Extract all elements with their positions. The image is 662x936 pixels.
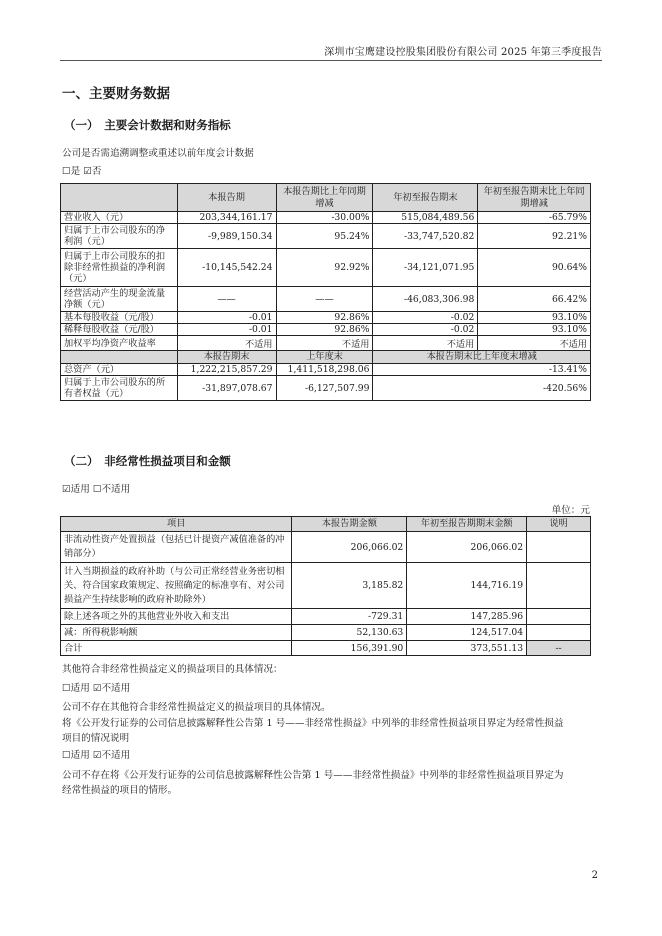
row-label: 稀释每股收益（元/股） [61,324,178,336]
table-row [61,563,591,609]
header-cell: 年初至报告期末 [373,184,478,212]
table-row [61,312,591,324]
table-row [61,212,591,224]
row-label: 非流动性资产处置损益（包括已计提资产减值准备的冲销部分） [61,532,292,563]
table-row [61,336,591,351]
table-row [61,287,591,312]
header-cell: 本报告期 [177,184,276,212]
cell-value: -0.02 [373,312,478,324]
other-items-options: ☐适用 ☑不适用 [62,683,131,694]
row-label: 计入当期损益的政府补助（与公司正常经营业务密切相关、符合国家政策规定、按照确定的标准享有、对公司损益产生持续影响的政府补助除外） [61,563,292,609]
cell-value: 373,551.13 [407,641,527,656]
page-header: 深圳市宝鹰建设控股集团股份有限公司 2025 年第三季度报告 [324,47,602,58]
header-cell: 项目 [61,517,292,532]
cell-value: 156,391.90 [292,641,407,656]
reclassification-statement-line2: 经常性损益的项目的情形。 [62,785,178,796]
table-row [61,532,591,563]
row-label: 除上述各项之外的其他营业外收入和支出 [61,609,292,625]
cell-value: 515,084,489.56 [373,212,478,224]
cell-value: -30.00% [276,212,373,224]
header-cell: 本报告期末比上年度末增减 [373,351,591,364]
cell-value: -- [527,641,591,656]
cell-value: 93.10% [478,312,591,324]
cell-value: —— [276,287,373,312]
reclassification-note-line1: 将《公开发行证券的公司信息披露解释性公告第 1 号——非经常性损益》中列举的非经常性损益项目界定为经常性损益 [62,718,564,729]
reclassification-statement-line1: 公司不存在将《公开发行证券的公司信息披露解释性公告第 1 号——非经常性损益》中列举的非经常性损益项目界定为 [62,770,564,781]
cell-value: -13.41% [373,364,591,376]
restatement-options: ☐是 ☑否 [62,166,102,177]
cell-value: 1,411,518,298.06 [276,364,373,376]
cell-value [527,532,591,563]
cell-value: 95.24% [276,224,373,249]
reclassification-note-line2: 项目的情况说明 [62,733,130,744]
header-cell: 本报告期末 [177,351,276,364]
cell-value: -6,127,507.99 [276,376,373,401]
table-row [61,364,591,376]
cell-value: 1,222,215,857.29 [177,364,276,376]
cell-value [527,563,591,609]
subsection-title-accounting-data: （一） 主要会计数据和财务指标 [64,118,231,132]
row-label: 归属于上市公司股东的扣除非经常性损益的净利润（元） [61,249,178,287]
other-items-note: 其他符合非经常性损益定义的损益项目的具体情况： [62,664,283,675]
table-header-row [61,517,591,532]
table-row [61,224,591,249]
restatement-question: 公司是否需追溯调整或重述以前年度会计数据 [62,148,254,159]
cell-value: 147,285.96 [407,609,527,625]
cell-value: 66.42% [478,287,591,312]
page-number: 2 [591,870,598,881]
table-header-row [61,351,591,364]
subsection-title-non-recurring: （二） 非经常性损益项目和金额 [64,454,231,468]
cell-value: 144,716.19 [407,563,527,609]
cell-value: -65.79% [478,212,591,224]
row-label: 减：所得税影响额 [61,625,292,641]
header-rule [60,60,602,61]
row-label: 经营活动产生的现金流量净额（元） [61,287,178,312]
header-cell: 说明 [527,517,591,532]
accounting-data-table [60,183,591,401]
cell-value: -420.56% [373,376,591,401]
cell-value: 92.92% [276,249,373,287]
row-label: 合计 [61,641,292,656]
cell-value: 206,066.02 [292,532,407,563]
cell-value: -10,145,542.24 [177,249,276,287]
cell-value: 92.21% [478,224,591,249]
cell-value: 3,185.82 [292,563,407,609]
header-cell: 本报告期金额 [292,517,407,532]
cell-value: 124,517.04 [407,625,527,641]
cell-value: 206,066.02 [407,532,527,563]
row-label: 归属于上市公司股东的净利润（元） [61,224,178,249]
cell-value: -0.02 [373,324,478,336]
header-cell [61,351,178,364]
header-cell: 上年度末 [276,351,373,364]
table-row [61,249,591,287]
row-label: 归属于上市公司股东的所有者权益（元） [61,376,178,401]
cell-value [527,609,591,625]
row-label: 加权平均净资产收益率 [61,336,178,351]
cell-value: 不适用 [478,336,591,351]
section-title-main-financial-data: 一、主要财务数据 [62,86,170,102]
non-recurring-options: ☑适用 ☐不适用 [62,484,131,495]
cell-value: 92.86% [276,324,373,336]
cell-value: 90.64% [478,249,591,287]
unit-label: 单位：元 [551,505,590,516]
row-label: 总资产（元） [61,364,178,376]
cell-value: -34,121,071.95 [373,249,478,287]
header-cell: 年初至报告期末比上年同期增减 [478,184,591,212]
header-cell [61,184,178,212]
table-row [61,324,591,336]
reclassification-options: ☐适用 ☑不适用 [62,750,131,761]
cell-value: 92.86% [276,312,373,324]
cell-value: 不适用 [177,336,276,351]
cell-value [527,625,591,641]
cell-value: -46,083,306.98 [373,287,478,312]
cell-value: -33,747,520.82 [373,224,478,249]
cell-value: 52,130.63 [292,625,407,641]
table-row [61,625,591,641]
cell-value: 不适用 [373,336,478,351]
cell-value: -9,989,150.34 [177,224,276,249]
cell-value: -31,897,078.67 [177,376,276,401]
row-label: 基本每股收益（元/股） [61,312,178,324]
cell-value: -0.01 [177,312,276,324]
table-header-row [61,184,591,212]
cell-value: -0.01 [177,324,276,336]
header-cell: 本报告期比上年同期增减 [276,184,373,212]
row-label: 营业收入（元） [61,212,178,224]
cell-value: 93.10% [478,324,591,336]
table-row [61,376,591,401]
cell-value: —— [177,287,276,312]
other-items-statement: 公司不存在其他符合非经常性损益定义的损益项目的具体情况。 [62,702,331,713]
cell-value: 不适用 [276,336,373,351]
table-row [61,609,591,625]
header-cell: 年初至报告期期末金额 [407,517,527,532]
table-row [61,641,591,656]
non-recurring-table [60,516,591,656]
cell-value: 203,344,161.17 [177,212,276,224]
cell-value: -729.31 [292,609,407,625]
